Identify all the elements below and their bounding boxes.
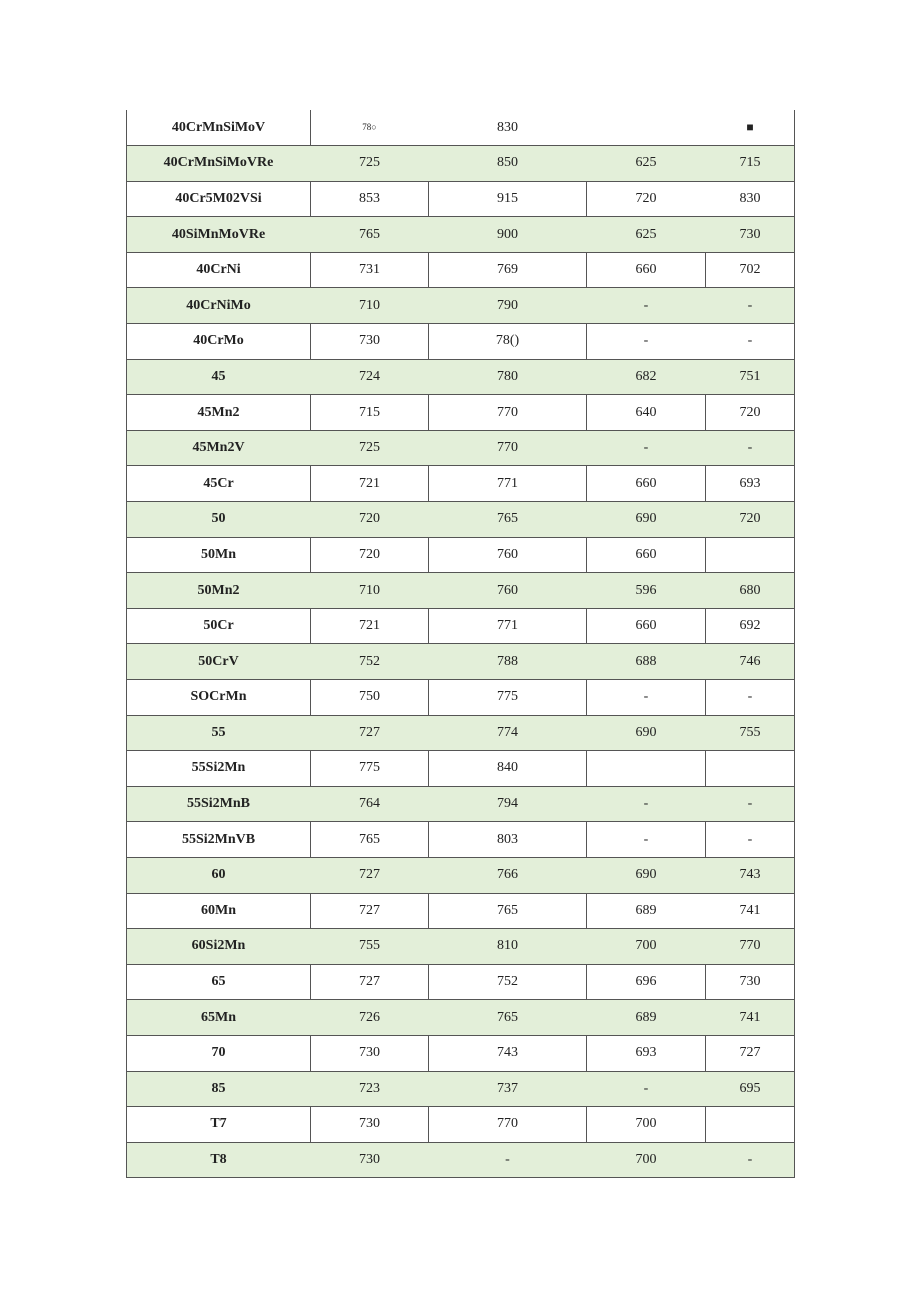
value-cell: 692 [706,608,795,644]
value-cell: 682 [587,359,706,395]
table-row [127,786,795,822]
table-row [127,110,795,146]
steel-grade-cell: 60 [127,857,311,893]
table-row [127,324,795,360]
table-body [127,110,795,1178]
steel-grade-cell: 85 [127,1071,311,1107]
table-row [127,929,795,965]
value-cell: 700 [587,1142,706,1178]
table-row [127,964,795,1000]
steel-grade-cell: 55 [127,715,311,751]
steel-grade-cell: 55Si2Mn [127,751,311,787]
value-cell: 596 [587,573,706,609]
table-row [127,1035,795,1071]
steel-temperature-table [126,110,795,1178]
value-cell: - [706,324,795,360]
steel-grade-cell: SOCrMn [127,680,311,716]
value-cell: 915 [429,181,587,217]
value-cell: - [706,680,795,716]
value-cell: - [429,1142,587,1178]
value-cell: 715 [706,146,795,182]
value-cell: 78○ [311,110,429,146]
value-cell: 693 [587,1035,706,1071]
value-cell: - [587,430,706,466]
steel-grade-cell: 65Mn [127,1000,311,1036]
table-row [127,359,795,395]
value-cell: 660 [587,608,706,644]
steel-grade-cell: 40CrNi [127,252,311,288]
value-cell: 730 [706,217,795,253]
value-cell: 751 [706,359,795,395]
value-cell: 690 [587,502,706,538]
value-cell: 730 [311,324,429,360]
value-cell: 689 [587,1000,706,1036]
value-cell: 702 [706,252,795,288]
steel-grade-cell: 55Si2MnVB [127,822,311,858]
value-cell: 727 [311,893,429,929]
value-cell: 723 [311,1071,429,1107]
value-cell: - [587,822,706,858]
steel-grade-cell: 50Mn [127,537,311,573]
table-row [127,644,795,680]
steel-grade-cell: 50Mn2 [127,573,311,609]
value-cell: 625 [587,217,706,253]
value-cell: 710 [311,573,429,609]
table-row [127,573,795,609]
table-row [127,822,795,858]
table-row [127,537,795,573]
value-cell: 746 [706,644,795,680]
value-cell: 721 [311,608,429,644]
value-cell: 775 [429,680,587,716]
steel-grade-cell: 60Si2Mn [127,929,311,965]
value-cell: 770 [706,929,795,965]
table-row [127,1142,795,1178]
value-cell: 710 [311,288,429,324]
steel-grade-cell: 45Mn2V [127,430,311,466]
value-cell: 766 [429,857,587,893]
table-row [127,1071,795,1107]
value-cell: 770 [429,395,587,431]
value-cell: 731 [311,252,429,288]
table-row [127,181,795,217]
table-row [127,1000,795,1036]
table-row [127,466,795,502]
value-cell: 720 [706,502,795,538]
steel-grade-cell: 40CrMnSiMoVRe [127,146,311,182]
table-row [127,288,795,324]
table-row [127,715,795,751]
value-cell: 696 [587,964,706,1000]
value-cell: 765 [311,822,429,858]
value-cell: 765 [311,217,429,253]
value-cell: 78() [429,324,587,360]
table-row [127,252,795,288]
value-cell: 688 [587,644,706,680]
value-cell: 775 [311,751,429,787]
value-cell: 755 [311,929,429,965]
value-cell: 752 [311,644,429,680]
table-row [127,1107,795,1143]
value-cell [587,751,706,787]
value-cell: 720 [706,395,795,431]
steel-grade-cell: 40CrMo [127,324,311,360]
steel-grade-cell: T7 [127,1107,311,1143]
value-cell: - [706,288,795,324]
value-cell: - [587,288,706,324]
value-cell: 743 [429,1035,587,1071]
value-cell: 680 [706,573,795,609]
value-cell: 765 [429,893,587,929]
value-cell: 830 [706,181,795,217]
value-cell [706,1107,795,1143]
table-row [127,893,795,929]
value-cell: 690 [587,715,706,751]
value-cell: 765 [429,1000,587,1036]
value-cell: 760 [429,573,587,609]
value-cell: 840 [429,751,587,787]
steel-grade-cell: 40CrNiMo [127,288,311,324]
value-cell: 765 [429,502,587,538]
value-cell: 770 [429,430,587,466]
table-row [127,217,795,253]
value-cell: 900 [429,217,587,253]
value-cell: 715 [311,395,429,431]
value-cell: 853 [311,181,429,217]
table-row [127,608,795,644]
steel-grade-cell: T8 [127,1142,311,1178]
value-cell: - [587,786,706,822]
value-cell: 727 [311,715,429,751]
value-cell: 640 [587,395,706,431]
steel-grade-cell: 45Mn2 [127,395,311,431]
value-cell: 700 [587,1107,706,1143]
table-row [127,680,795,716]
value-cell [706,751,795,787]
table-row [127,146,795,182]
value-cell: 788 [429,644,587,680]
value-cell: 730 [311,1142,429,1178]
value-cell: 721 [311,466,429,502]
value-cell: 720 [587,181,706,217]
value-cell: 730 [311,1107,429,1143]
value-cell: 660 [587,537,706,573]
steel-grade-cell: 65 [127,964,311,1000]
value-cell: 741 [706,893,795,929]
steel-grade-cell: 40CrMnSiMoV [127,110,311,146]
value-cell: 700 [587,929,706,965]
value-cell: - [587,324,706,360]
value-cell: 727 [706,1035,795,1071]
value-cell: 695 [706,1071,795,1107]
value-cell: 760 [429,537,587,573]
steel-grade-cell: 50 [127,502,311,538]
value-cell: 725 [311,146,429,182]
value-cell: 625 [587,146,706,182]
value-cell: 720 [311,537,429,573]
value-cell: 771 [429,608,587,644]
value-cell: 743 [706,857,795,893]
value-cell: 726 [311,1000,429,1036]
steel-grade-cell: 70 [127,1035,311,1071]
value-cell: ■ [706,110,795,146]
steel-grade-cell: 50CrV [127,644,311,680]
value-cell: - [706,786,795,822]
value-cell: 770 [429,1107,587,1143]
value-cell: 750 [311,680,429,716]
value-cell: 755 [706,715,795,751]
value-cell: 730 [706,964,795,1000]
value-cell: - [587,680,706,716]
value-cell: 769 [429,252,587,288]
value-cell: 774 [429,715,587,751]
table-row [127,395,795,431]
value-cell: 830 [429,110,587,146]
value-cell: 690 [587,857,706,893]
value-cell: - [706,822,795,858]
value-cell: 727 [311,857,429,893]
table-row [127,502,795,538]
value-cell [587,110,706,146]
value-cell: - [706,430,795,466]
steel-grade-cell: 40Cr5M02VSi [127,181,311,217]
value-cell: 794 [429,786,587,822]
value-cell: 693 [706,466,795,502]
value-cell: 727 [311,964,429,1000]
steel-grade-cell: 60Mn [127,893,311,929]
table-row [127,430,795,466]
value-cell: 725 [311,430,429,466]
steel-grade-cell: 55Si2MnB [127,786,311,822]
value-cell [706,537,795,573]
value-cell: 790 [429,288,587,324]
value-cell: 689 [587,893,706,929]
steel-grade-cell: 40SiMnMoVRe [127,217,311,253]
value-cell: 752 [429,964,587,1000]
table-row [127,857,795,893]
steel-grade-cell: 45 [127,359,311,395]
value-cell: 803 [429,822,587,858]
steel-grade-cell: 50Cr [127,608,311,644]
value-cell: 741 [706,1000,795,1036]
value-cell: 764 [311,786,429,822]
value-cell: 850 [429,146,587,182]
value-cell: 660 [587,466,706,502]
value-cell: 724 [311,359,429,395]
value-cell: 737 [429,1071,587,1107]
value-cell: - [706,1142,795,1178]
table-row [127,751,795,787]
value-cell: - [587,1071,706,1107]
value-cell: 730 [311,1035,429,1071]
value-cell: 771 [429,466,587,502]
value-cell: 810 [429,929,587,965]
steel-grade-cell: 45Cr [127,466,311,502]
value-cell: 780 [429,359,587,395]
value-cell: 660 [587,252,706,288]
value-cell: 720 [311,502,429,538]
